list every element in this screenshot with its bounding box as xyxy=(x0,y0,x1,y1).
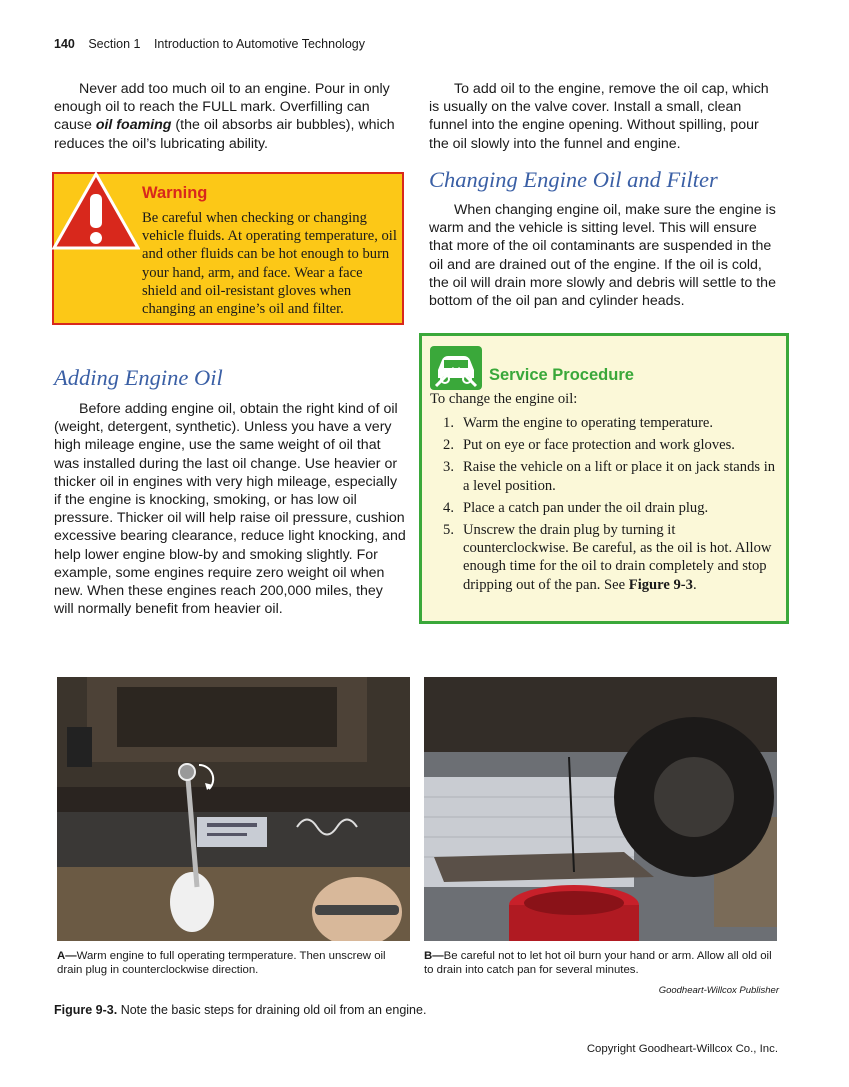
left-column xyxy=(54,80,406,153)
car-wrench-icon xyxy=(430,346,482,390)
step-number: 3. xyxy=(443,459,454,476)
step-text: Warm the engine to operating temperature. xyxy=(463,415,714,431)
photo-credit: Goodheart-Willcox Publisher xyxy=(658,985,779,996)
right-column xyxy=(429,80,781,153)
service-step xyxy=(430,458,782,494)
service-step xyxy=(430,521,782,594)
caption-a xyxy=(57,949,412,978)
warning-text-body: Be careful when checking or changing vehicle fluids. At operating temperature, oil and other fluids can be hot enough to burn your hand, arm, and face. Wear a face shield and oil-resistant gloves when changing an engine’s oil and filter. xyxy=(142,210,397,318)
step-text xyxy=(463,521,782,594)
changing-oil-paragraph: When changing engine oil, make sure the engine is warm and the vehicle is sitting level. This will ensure that more of the oil contaminants are suspended in the oil and are drained out of the engine. If the oil is cold, the oil will drain more slowly and debris will settle to the bottom of the oil pan and cylinder heads. xyxy=(429,202,776,310)
photo-b-illustration xyxy=(424,677,777,941)
figure-reference-link[interactable]: Figure 9-3 xyxy=(628,576,693,593)
step-5-end: . xyxy=(692,576,697,593)
step-text: Place a catch pan under the oil drain plug. xyxy=(463,499,709,516)
section-label: Section 1 xyxy=(88,37,141,51)
changing-oil-heading: Changing Engine Oil and Filter xyxy=(429,167,718,192)
oil-foaming-term: oil foaming xyxy=(95,117,172,134)
copyright-footer: Copyright Goodheart-Willcox Co., Inc. xyxy=(586,1043,778,1055)
step-text: Raise the vehicle on a lift or place it on jack stands in a level position. xyxy=(463,459,776,494)
step-number: 1. xyxy=(443,415,454,431)
photo-a-illustration xyxy=(57,677,410,941)
intro-paragraph xyxy=(54,80,406,153)
service-step xyxy=(430,436,782,454)
step-5-text: Unscrew the drain plug by turning it counterclockwise. Be careful, as the oil is hot. Allow enough time for the oil to drain completely and stop dripping out of the pan. See xyxy=(463,522,772,593)
adding-oil-paragraph: Before adding engine oil, obtain the right kind of oil (weight, detergent, synthetic). Unless you have a very high mileage engine, use the same weight of oil that was installed during the last oil change. Use heavier or thicker oil in engines with very high mileage, especially if the engine is knocking, smoking, or has low oil pressure. Thicker oil will help raise oil pressure, cushion excessive bearing clearance, reduce light knocking, and help lower engine blow-by and smoking slightly. For example, some engines require zero weight oil when new. When these engines reach 200,000 miles, they will normally benefit from heavier oil. xyxy=(54,401,406,618)
service-procedure-title: Service Procedure xyxy=(489,366,634,384)
photo-b-catch-pan xyxy=(424,677,777,941)
figure-caption xyxy=(54,1003,426,1017)
intro-text-end: (the oil absorbs air bubbles), which reduces the oil’s lubricating ability. xyxy=(54,117,395,152)
service-intro: To change the engine oil: xyxy=(430,391,578,407)
figure-label: Figure 9-3. xyxy=(54,1003,118,1017)
service-step xyxy=(430,414,782,432)
caption-b-text: Be careful not to let hot oil burn your hand or arm. Allow all old oil to drain into catch pan for several minutes. xyxy=(424,950,772,977)
service-step xyxy=(430,499,782,517)
warning-text xyxy=(62,209,398,318)
service-procedure-box xyxy=(419,333,789,624)
section-title: Introduction to Automotive Technology xyxy=(153,37,365,51)
caption-a-text: Warm engine to full operating termperature. Then unscrew oil drain plug in counterclockwise direction. xyxy=(57,950,386,977)
step-number: 4. xyxy=(443,499,454,516)
step-number: 5. xyxy=(443,522,454,539)
warning-box xyxy=(52,172,404,325)
add-oil-paragraph: To add oil to the engine, remove the oil cap, which is usually on the valve cover. Install a small, clean funnel into the engine opening. Without spilling, pour the oil slowly into the funnel and engine. xyxy=(429,81,769,152)
figure-caption-text: Note the basic steps for draining old oil from an engine. xyxy=(117,1003,427,1017)
step-text: Put on eye or face protection and work gloves. xyxy=(463,437,735,454)
intro-text: Never add too much oil to an engine. Pour in only enough oil to reach the FULL mark. Overfilling can cause xyxy=(54,81,390,134)
service-steps-list xyxy=(430,414,782,598)
caption-a-label: A— xyxy=(57,950,77,962)
adding-oil-heading: Adding Engine Oil xyxy=(54,365,223,390)
step-number: 2. xyxy=(443,437,454,454)
page-number: 140 xyxy=(54,37,75,51)
photo-a-drain-plug xyxy=(57,677,410,941)
warning-title: Warning xyxy=(142,184,208,202)
running-header xyxy=(54,37,365,51)
caption-b xyxy=(424,949,779,978)
caption-b-label: B— xyxy=(424,950,444,962)
